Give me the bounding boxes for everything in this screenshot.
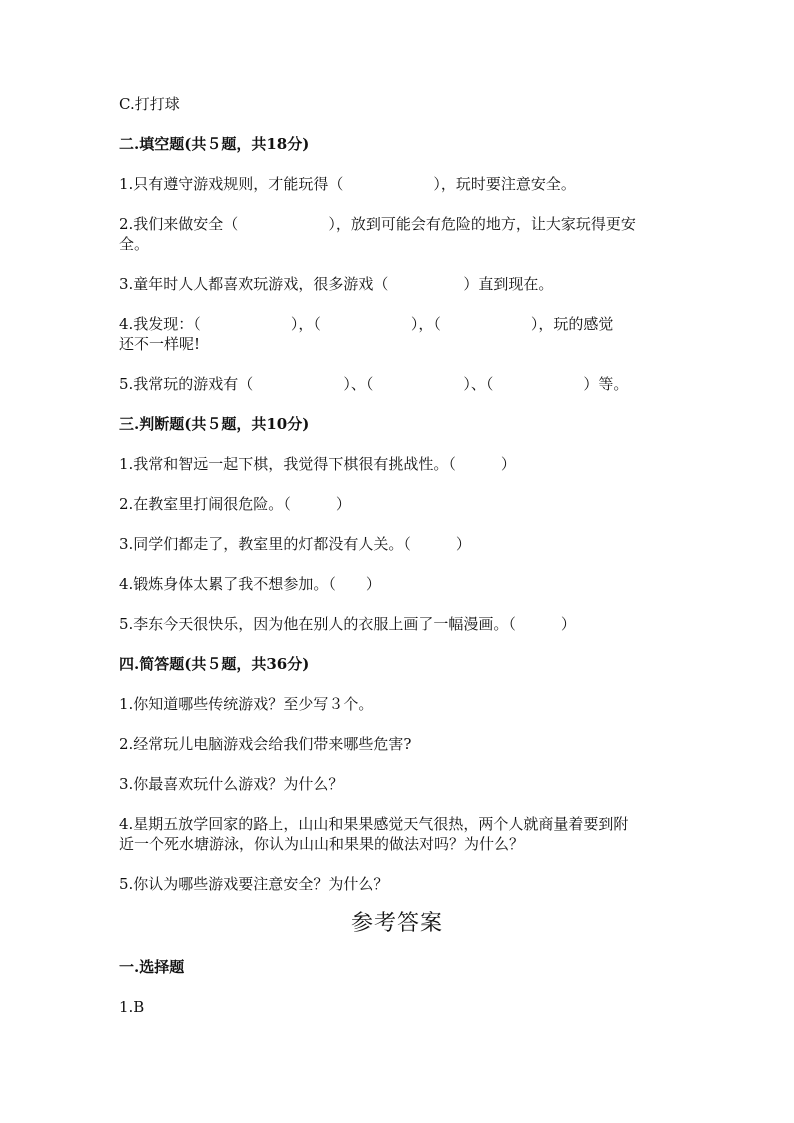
true-false-question-4: 4.锻炼身体太累了我不想参加。（ ） xyxy=(119,575,381,593)
short-answer-question-1: 1.你知道哪些传统游戏？至少写３个。 xyxy=(119,695,374,713)
fill-in-question-5: 5.我常玩的游戏有（ ）、（ ）、（ ）等。 xyxy=(119,375,629,393)
short-answer-question-3: 3.你最喜欢玩什么游戏？为什么？ xyxy=(119,775,344,793)
short-answer-question-4-line-1: 4.星期五放学回家的路上，山山和果果感觉天气很热，两个人就商量着要到附 xyxy=(119,815,629,833)
answer-1: 1.B xyxy=(119,998,145,1016)
short-answer-question-5: 5.你认为哪些游戏要注意安全？为什么？ xyxy=(119,875,389,893)
fill-in-question-2-line-1: 2.我们来做安全（ ），放到可能会有危险的地方，让大家玩得更安 xyxy=(119,215,636,233)
answers-title: 参考答案 xyxy=(350,911,443,936)
option-c: C.打打球 xyxy=(119,95,180,113)
fill-in-question-3: 3.童年时人人都喜欢玩游戏，很多游戏（ ）直到现在。 xyxy=(119,275,554,293)
short-answer-question-2: 2.经常玩儿电脑游戏会给我们带来哪些危害? xyxy=(119,735,412,753)
true-false-question-2: 2.在教室里打闹很危险。（ ） xyxy=(119,495,351,513)
section-short-answer-heading: 四.简答题(共５题，共36分) xyxy=(119,655,310,673)
true-false-question-5: 5.李东今天很快乐，因为他在别人的衣服上画了一幅漫画。（ ） xyxy=(119,615,576,633)
document-page xyxy=(119,94,675,1017)
answers-section-choice-heading: 一.选择题 xyxy=(119,958,185,976)
true-false-question-3: 3.同学们都走了，教室里的灯都没有人关。（ ） xyxy=(119,535,471,553)
short-answer-question-4-line-2: 近一个死水塘游泳，你认为山山和果果的做法对吗？为什么？ xyxy=(119,835,525,853)
fill-in-question-4-line-2: 还不一样呢! xyxy=(119,335,201,353)
fill-in-question-1: 1.只有遵守游戏规则，才能玩得（ ），玩时要注意安全。 xyxy=(119,175,576,193)
section-true-false-heading: 三.判断题(共５题，共10分) xyxy=(119,415,310,433)
section-fill-in-heading: 二.填空题(共５题，共18分) xyxy=(119,135,310,153)
true-false-question-1: 1.我常和智远一起下棋，我觉得下棋很有挑战性。（ ） xyxy=(119,455,516,473)
fill-in-question-4-line-1: 4.我发现：（ ），（ ），（ ），玩的感觉 xyxy=(119,315,614,333)
fill-in-question-2-line-2: 全。 xyxy=(119,235,150,253)
